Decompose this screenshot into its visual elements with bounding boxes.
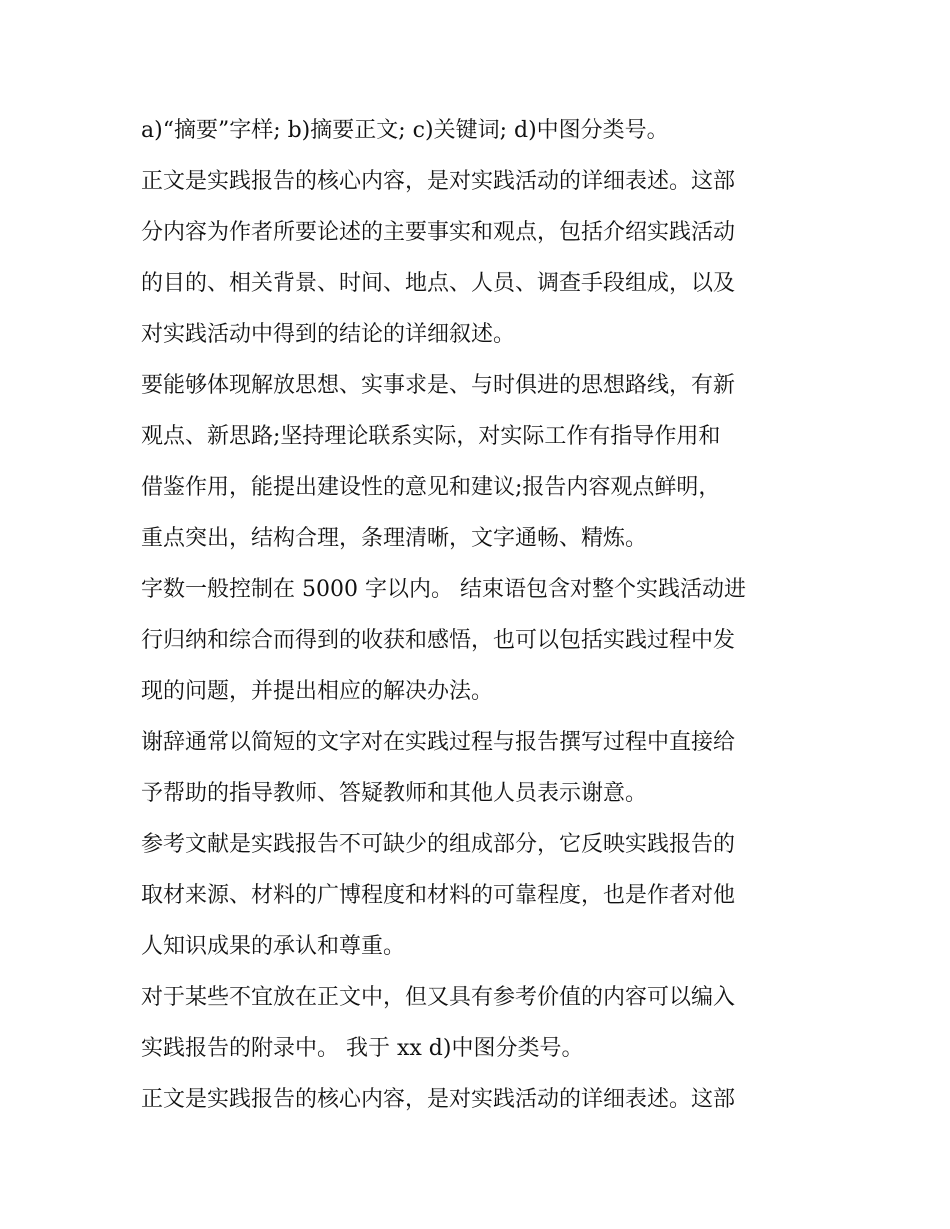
text-line-2: 正文是实践报告的核心内容，是对实践活动的详细表述。这部 [141,169,736,194]
text-line-4: 的目的、相关背景、时间、地点、人员、调查手段组成，以及 [141,271,736,296]
text-line-20: 正文是实践报告的核心内容，是对实践活动的详细表述。这部 [141,1087,736,1112]
text-line-1: a)“摘要”字样; b)摘要正文; c)关键词; d)中图分类号。 [141,118,669,143]
text-line-5: 对实践活动中得到的结论的详细叙述。 [141,322,516,347]
text-line-13: 谢辞通常以简短的文字对在实践过程与报告撰写过程中直接给 [141,730,736,755]
text-line-9: 重点突出，结构合理，条理清晰，文字通畅、精炼。 [141,526,648,551]
text-line-18: 对于某些不宜放在正文中，但又具有参考价值的内容可以编入 [141,985,736,1010]
text-line-11: 行归纳和综合而得到的收获和感悟，也可以包括实践过程中发 [141,628,736,653]
document-body [141,110,813,1130]
text-line-15: 参考文献是实践报告不可缺少的组成部分，它反映实践报告的 [141,832,736,857]
text-line-17: 人知识成果的承认和尊重。 [141,934,406,959]
text-line-10: 字数一般控制在 5000 字以内。 结束语包含对整个实践活动进 [141,577,746,602]
text-line-3: 分内容为作者所要论述的主要事实和观点，包括介绍实践活动 [141,220,736,245]
text-line-19: 实践报告的附录中。 我于 xx d)中图分类号。 [141,1036,584,1061]
text-line-14: 予帮助的指导教师、答疑教师和其他人员表示谢意。 [141,781,648,806]
text-line-16: 取材来源、材料的广博程度和材料的可靠程度，也是作者对他 [141,883,736,908]
text-line-12: 现的问题，并提出相应的解决办法。 [141,679,494,704]
text-line-8: 借鉴作用，能提出建设性的意见和建议;报告内容观点鲜明， [141,475,721,500]
text-line-6: 要能够体现解放思想、实事求是、与时俱进的思想路线，有新 [141,373,736,398]
text-line-7: 观点、新思路;坚持理论联系实际，对实际工作有指导作用和 [141,424,721,449]
